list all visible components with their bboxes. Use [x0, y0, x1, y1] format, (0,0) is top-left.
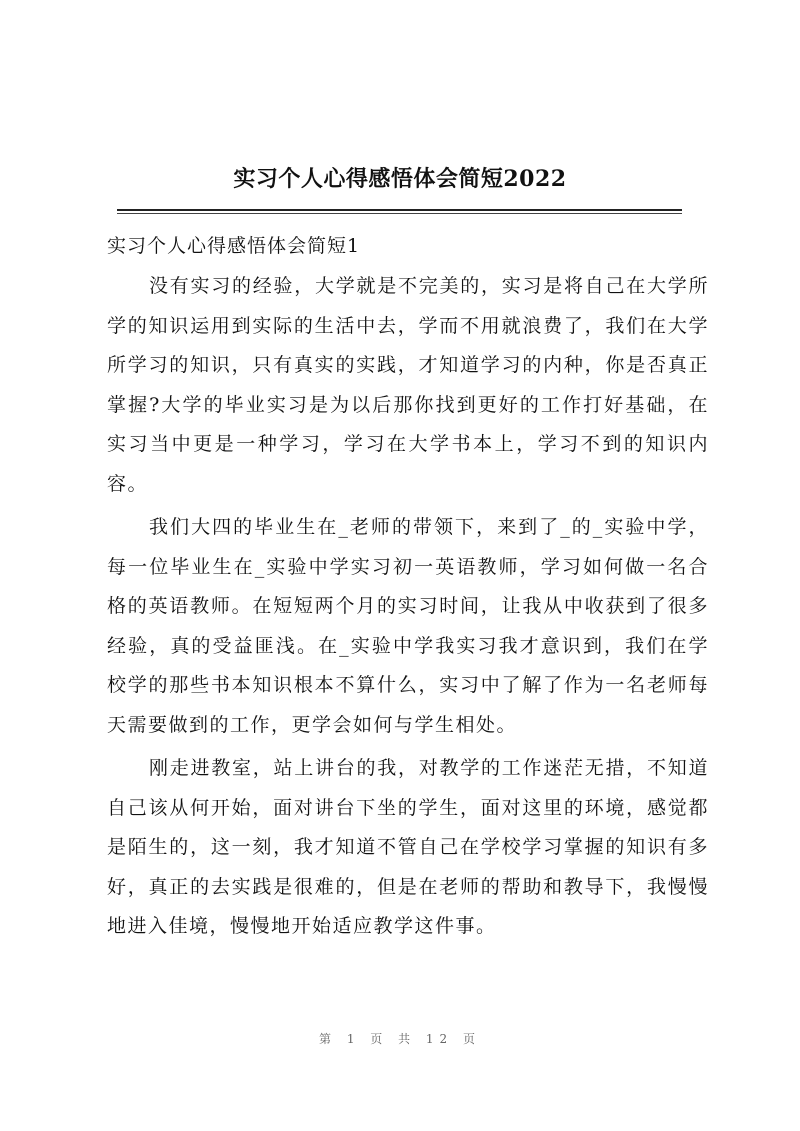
page-footer: 第 1 页 共 12 页	[319, 1032, 481, 1046]
section-heading: 实习个人心得感悟体会简短1	[107, 235, 361, 257]
paragraph-1: 没有实习的经验，大学就是不完美的，实习是将自己在大学所学的知识运用到实际的生活中去，学而不用就浪费了，我们在大学所学习的知识，只有真实的实践，才知道学习的内种，你是否真正掌握?大学的毕业实习是为以后那你找到更好的工作打好基础，在实习当中更是一种学习，学习在大学书本上，学习不到的知识内容。	[107, 275, 709, 495]
document-title: 实习个人心得感悟体会简短2022	[233, 166, 567, 192]
title-divider	[117, 209, 682, 211]
title-divider-thin	[117, 213, 682, 214]
paragraph-3: 刚走进教室，站上讲台的我，对教学的工作迷茫无措，不知道自己该从何开始，面对讲台下坐的学生，面对这里的环境，感觉都是陌生的，这一刻，我才知道不管自己在学校学习掌握的知识有多好，真正的去实践是很难的，但是在老师的帮助和教导下，我慢慢地进入佳境，慢慢地开始适应教学这件事。	[107, 757, 709, 937]
paragraph-2: 我们大四的毕业生在_老师的带领下，来到了_的_实验中学，每一位毕业生在_实验中学实习初一英语教师，学习如何做一名合格的英语教师。在短短两个月的实习时间，让我从中收获到了很多经验，真的受益匪浅。在_实验中学我实习我才意识到，我们在学校学的那些书本知识根本不算什么，实习中了解了作为一名老师每天需要做到的工作，更学会如何与学生相处。	[107, 516, 709, 736]
document-body	[107, 229, 709, 951]
